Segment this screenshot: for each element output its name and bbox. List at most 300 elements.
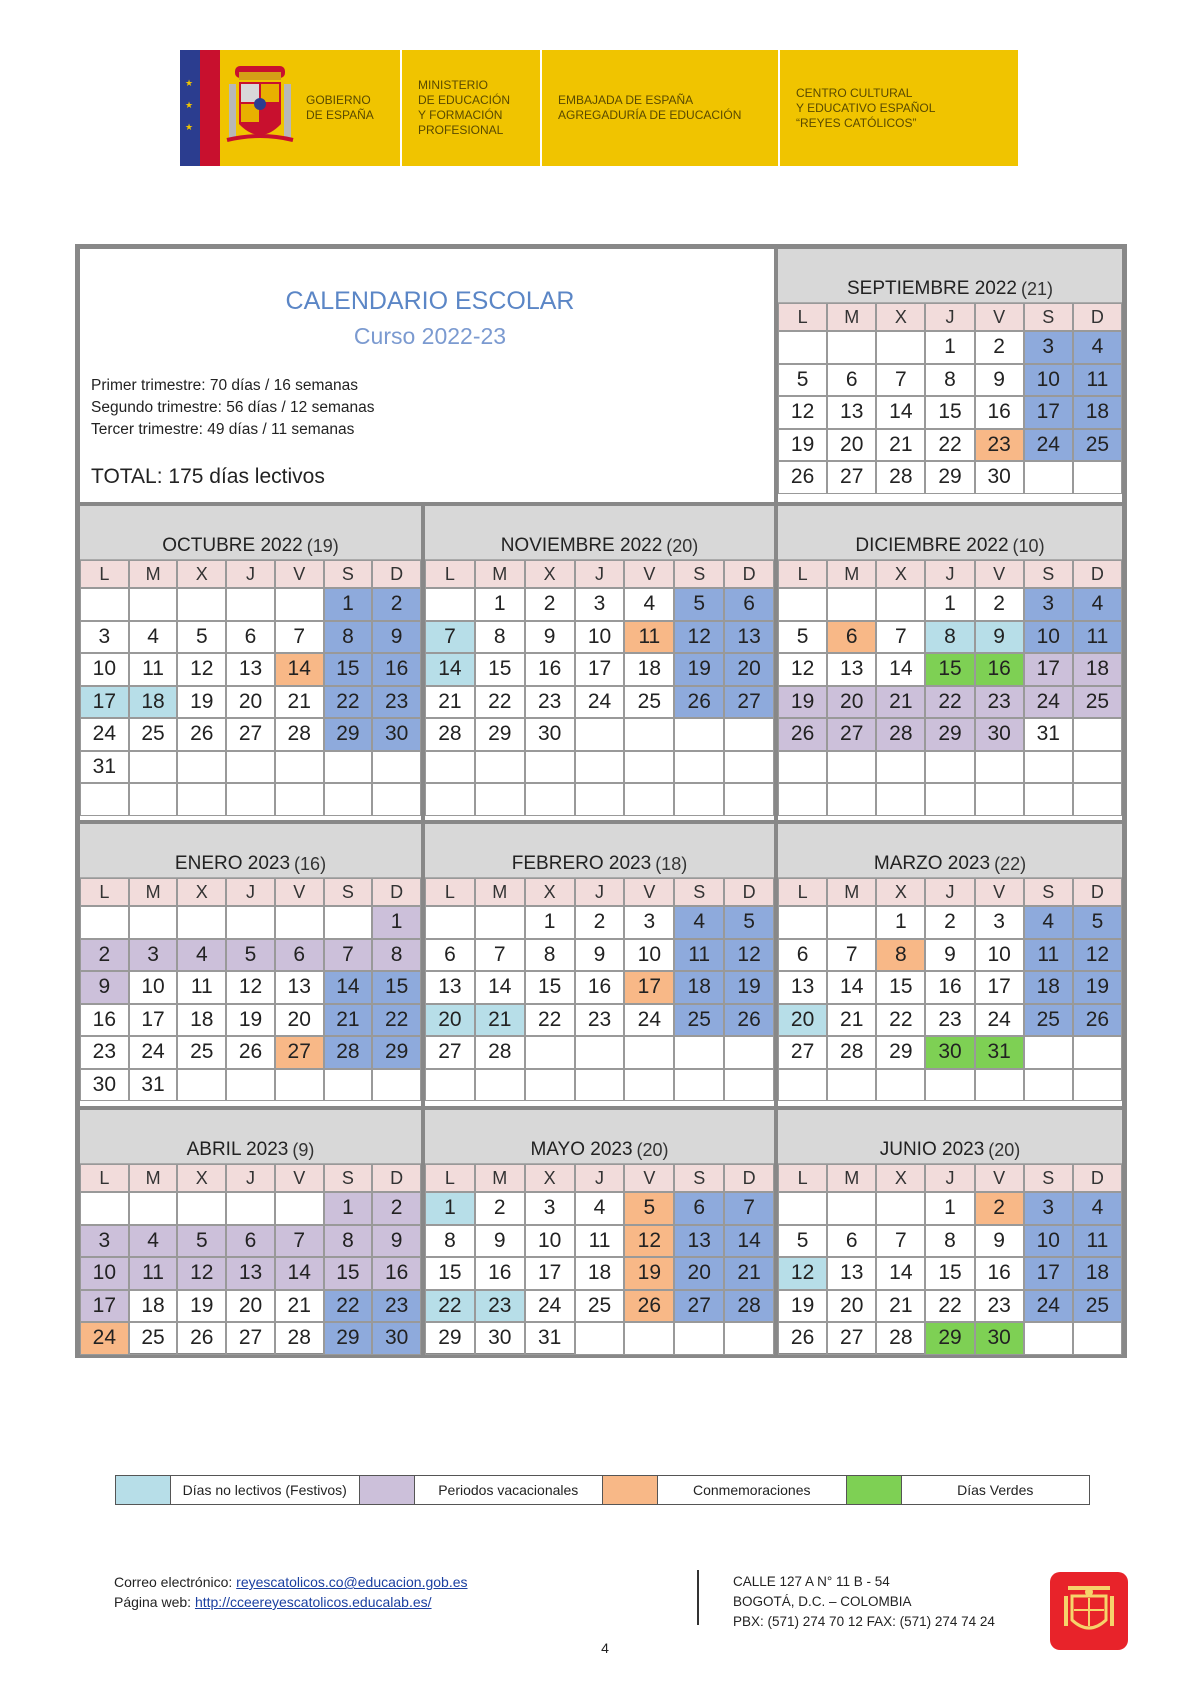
empty-cell <box>129 783 178 816</box>
calendar-day: 24 <box>525 1290 575 1323</box>
month-title <box>425 506 774 560</box>
calendar-day: 8 <box>925 1225 974 1258</box>
empty-cell <box>778 1192 827 1225</box>
weekday-header: L <box>778 1164 827 1192</box>
calendar-day: 4 <box>1073 1192 1122 1225</box>
empty-cell <box>372 783 421 816</box>
calendar-day: 15 <box>324 1257 373 1290</box>
calendar-day: 3 <box>525 1192 575 1225</box>
weekday-header: D <box>372 878 421 906</box>
email-link[interactable]: reyescatolicos.co@educacion.gob.es <box>236 1574 468 1590</box>
calendar-day: 28 <box>275 718 324 751</box>
page-number: 4 <box>601 1640 609 1656</box>
empty-cell <box>624 751 674 784</box>
footer-divider <box>697 1570 699 1625</box>
calendar-day: 18 <box>1073 396 1122 429</box>
calendar-day: 4 <box>129 621 178 654</box>
empty-cell <box>575 1322 625 1355</box>
empty-cell <box>475 906 525 939</box>
calendar-day: 18 <box>674 971 724 1004</box>
calendar-day: 30 <box>975 461 1024 494</box>
weekday-header: M <box>475 878 525 906</box>
weekday-header: X <box>177 1164 226 1192</box>
calendar-day: 2 <box>372 1192 421 1225</box>
month-april <box>78 1108 423 1355</box>
empty-cell <box>525 1069 575 1102</box>
weekday-header: L <box>425 1164 475 1192</box>
calendar-day: 2 <box>575 906 625 939</box>
calendar-day: 24 <box>575 686 625 719</box>
weekday-header: S <box>674 878 724 906</box>
calendar-day: 12 <box>778 653 827 686</box>
empty-cell <box>324 751 373 784</box>
empty-cell <box>778 783 827 816</box>
calendar-day: 31 <box>525 1322 575 1355</box>
calendar-day: 7 <box>425 621 475 654</box>
calendar-day: 6 <box>827 364 876 397</box>
weekday-header: V <box>275 1164 324 1192</box>
flag-icon: ★ ★ ★ <box>180 50 220 166</box>
month-june <box>776 1108 1124 1355</box>
calendar-day: 8 <box>925 364 974 397</box>
calendar-day: 9 <box>925 939 974 972</box>
month-day-count: (20) <box>636 1140 669 1160</box>
calendar-day: 25 <box>1073 1290 1122 1323</box>
empty-cell <box>1024 783 1073 816</box>
empty-cell <box>80 783 129 816</box>
weekday-header: S <box>674 1164 724 1192</box>
weekday-header: J <box>925 303 974 331</box>
month-title <box>80 1110 421 1164</box>
empty-cell <box>1024 751 1073 784</box>
empty-cell <box>275 588 324 621</box>
weekday-header: D <box>1073 303 1122 331</box>
empty-cell <box>425 588 475 621</box>
month-day-count: (20) <box>666 536 699 556</box>
calendar-day: 26 <box>674 686 724 719</box>
calendar-day: 26 <box>778 461 827 494</box>
calendar-day: 22 <box>324 1290 373 1323</box>
calendar-day: 2 <box>80 939 129 972</box>
weekday-header: X <box>876 1164 925 1192</box>
calendar-day: 4 <box>1073 588 1122 621</box>
empty-cell <box>1024 1069 1073 1102</box>
empty-cell <box>1024 461 1073 494</box>
coat-of-arms-icon <box>220 50 300 166</box>
month-may <box>423 1108 776 1355</box>
legend-swatch <box>360 1476 415 1504</box>
empty-cell <box>80 1192 129 1225</box>
empty-cell <box>724 751 774 784</box>
weekday-header: S <box>1024 1164 1073 1192</box>
calendar-day: 14 <box>324 971 373 1004</box>
month-december <box>776 504 1124 822</box>
calendar-day: 31 <box>129 1069 178 1102</box>
empty-cell <box>177 751 226 784</box>
weekday-header: J <box>226 1164 275 1192</box>
empty-cell <box>624 718 674 751</box>
calendar-day: 9 <box>575 939 625 972</box>
weekday-header: D <box>372 560 421 588</box>
calendar-day: 18 <box>575 1257 625 1290</box>
calendar-day: 6 <box>778 939 827 972</box>
empty-cell <box>80 906 129 939</box>
month-name: OCTUBRE 2022 <box>162 535 303 556</box>
calendar-day: 10 <box>975 939 1024 972</box>
empty-cell <box>129 588 178 621</box>
empty-cell <box>177 906 226 939</box>
weekday-header: M <box>827 878 876 906</box>
empty-cell <box>226 906 275 939</box>
calendar-day: 28 <box>876 1322 925 1355</box>
calendar-day: 13 <box>226 653 275 686</box>
calendar-day: 12 <box>226 971 275 1004</box>
calendar-day: 13 <box>425 971 475 1004</box>
calendar-day: 13 <box>275 971 324 1004</box>
empty-cell <box>226 1192 275 1225</box>
calendar-day: 22 <box>925 686 974 719</box>
calendar-day: 21 <box>876 686 925 719</box>
calendar-day: 19 <box>226 1004 275 1037</box>
calendar-day: 15 <box>372 971 421 1004</box>
calendar-day: 18 <box>177 1004 226 1037</box>
calendar-day: 12 <box>778 1257 827 1290</box>
empty-cell <box>177 1192 226 1225</box>
calendar-day: 15 <box>876 971 925 1004</box>
empty-cell <box>1024 1036 1073 1069</box>
calendar-day: 5 <box>1073 906 1122 939</box>
calendar-day: 21 <box>876 429 925 462</box>
month-name: ENERO 2023 <box>174 853 291 874</box>
calendar-day: 16 <box>975 653 1024 686</box>
calendar-day: 20 <box>778 1004 827 1037</box>
calendar-day: 28 <box>475 1036 525 1069</box>
calendar-day: 14 <box>275 1257 324 1290</box>
calendar-day: 13 <box>724 621 774 654</box>
calendar-day: 13 <box>778 971 827 1004</box>
empty-cell <box>1024 1322 1073 1355</box>
calendar-day: 8 <box>925 621 974 654</box>
calendar-day: 19 <box>177 686 226 719</box>
calendar-day: 9 <box>975 364 1024 397</box>
legend-swatch <box>603 1476 658 1504</box>
calendar-day: 10 <box>575 621 625 654</box>
color-legend <box>115 1475 1090 1505</box>
calendar-day: 30 <box>372 718 421 751</box>
empty-cell <box>674 751 724 784</box>
calendar-day: 1 <box>925 588 974 621</box>
calendar-day: 14 <box>425 653 475 686</box>
calendar-day: 2 <box>475 1192 525 1225</box>
weekday-header: L <box>80 1164 129 1192</box>
calendar-day: 20 <box>827 429 876 462</box>
school-calendar <box>75 244 1127 1358</box>
calendar-day: 11 <box>129 653 178 686</box>
weekday-header: D <box>724 878 774 906</box>
weekday-header: L <box>778 560 827 588</box>
empty-cell <box>475 783 525 816</box>
calendar-day: 19 <box>624 1257 674 1290</box>
calendar-subtitle: Curso 2022-23 <box>353 323 507 349</box>
month-title <box>778 824 1122 878</box>
calendar-day: 20 <box>827 686 876 719</box>
calendar-day: 25 <box>177 1036 226 1069</box>
calendar-day: 10 <box>129 971 178 1004</box>
calendar-day: 29 <box>925 1322 974 1355</box>
weekday-header: X <box>177 878 226 906</box>
empty-cell <box>226 751 275 784</box>
empty-cell <box>624 783 674 816</box>
calendar-day: 3 <box>624 906 674 939</box>
month-name: JUNIO 2023 <box>879 1139 985 1160</box>
calendar-day: 15 <box>525 971 575 1004</box>
weekday-header: D <box>724 560 774 588</box>
empty-cell <box>324 783 373 816</box>
empty-cell <box>575 1069 625 1102</box>
calendar-day: 31 <box>1024 718 1073 751</box>
phone-line: PBX: (571) 274 70 12 FAX: (571) 274 74 24 <box>733 1614 995 1629</box>
month-title <box>425 1110 774 1164</box>
empty-cell <box>674 718 724 751</box>
calendar-day: 1 <box>525 906 575 939</box>
calendar-day: 10 <box>624 939 674 972</box>
calendar-day: 16 <box>372 1257 421 1290</box>
calendar-day: 19 <box>1073 971 1122 1004</box>
weekday-header: M <box>827 303 876 331</box>
calendar-day: 7 <box>724 1192 774 1225</box>
empty-cell <box>624 1322 674 1355</box>
calendar-day: 1 <box>324 1192 373 1225</box>
empty-cell <box>129 751 178 784</box>
footer-contact <box>114 1572 468 1612</box>
empty-cell <box>925 783 974 816</box>
calendar-day: 21 <box>827 1004 876 1037</box>
calendar-day: 5 <box>624 1192 674 1225</box>
month-name: SEPTIEMBRE 2022 <box>846 278 1017 299</box>
calendar-day: 4 <box>177 939 226 972</box>
month-march <box>776 822 1124 1108</box>
calendar-day: 1 <box>475 588 525 621</box>
empty-cell <box>876 751 925 784</box>
calendar-day: 8 <box>425 1225 475 1258</box>
calendar-day: 16 <box>475 1257 525 1290</box>
calendar-day: 23 <box>475 1290 525 1323</box>
calendar-day: 30 <box>975 1322 1024 1355</box>
empty-cell <box>827 588 876 621</box>
calendar-day: 8 <box>324 1225 373 1258</box>
calendar-day: 23 <box>975 686 1024 719</box>
empty-cell <box>425 906 475 939</box>
calendar-day: 13 <box>827 1257 876 1290</box>
email-label: Correo electrónico: <box>114 1574 237 1590</box>
weekday-header: S <box>324 878 373 906</box>
calendar-day: 5 <box>226 939 275 972</box>
calendar-day: 9 <box>372 621 421 654</box>
empty-cell <box>674 783 724 816</box>
calendar-day: 5 <box>177 1225 226 1258</box>
calendar-day: 10 <box>525 1225 575 1258</box>
empty-cell <box>724 1069 774 1102</box>
weekday-header: V <box>275 878 324 906</box>
calendar-day: 3 <box>975 906 1024 939</box>
ministerio-label: MINISTERIO DE EDUCACIÓN Y FORMACIÓN PROFESIONAL <box>400 50 540 166</box>
calendar-day: 7 <box>324 939 373 972</box>
weekday-header: M <box>827 560 876 588</box>
weekday-header: L <box>80 878 129 906</box>
calendar-day: 26 <box>1073 1004 1122 1037</box>
calendar-day: 14 <box>876 1257 925 1290</box>
calendar-day: 14 <box>475 971 525 1004</box>
calendar-day: 28 <box>275 1322 324 1355</box>
calendar-day: 25 <box>624 686 674 719</box>
calendar-day: 20 <box>827 1290 876 1323</box>
month-name: FEBRERO 2023 <box>511 853 652 874</box>
calendar-day: 3 <box>80 1225 129 1258</box>
empty-cell <box>129 1192 178 1225</box>
empty-cell <box>827 906 876 939</box>
calendar-day: 10 <box>80 653 129 686</box>
calendar-day: 6 <box>275 939 324 972</box>
calendar-day: 14 <box>876 396 925 429</box>
calendar-day: 27 <box>827 461 876 494</box>
calendar-day: 16 <box>975 396 1024 429</box>
calendar-day: 29 <box>876 1036 925 1069</box>
calendar-day: 17 <box>525 1257 575 1290</box>
calendar-day: 3 <box>1024 331 1073 364</box>
calendar-day: 12 <box>674 621 724 654</box>
calendar-day: 17 <box>624 971 674 1004</box>
empty-cell <box>425 1069 475 1102</box>
calendar-day: 24 <box>129 1036 178 1069</box>
empty-cell <box>827 1069 876 1102</box>
calendar-day: 19 <box>177 1290 226 1323</box>
calendar-day: 28 <box>876 718 925 751</box>
weekday-header: L <box>778 878 827 906</box>
empty-cell <box>827 751 876 784</box>
calendar-day: 1 <box>425 1192 475 1225</box>
month-day-count: (21) <box>1021 279 1054 299</box>
calendar-day: 8 <box>525 939 575 972</box>
trimester-2: Segundo trimestre: 56 días / 12 semanas <box>91 399 375 416</box>
calendar-day: 5 <box>177 621 226 654</box>
calendar-day: 31 <box>975 1036 1024 1069</box>
web-label: Página web: <box>114 1594 195 1610</box>
empty-cell <box>778 331 827 364</box>
calendar-day: 30 <box>525 718 575 751</box>
calendar-day: 2 <box>372 588 421 621</box>
calendar-day: 14 <box>876 653 925 686</box>
empty-cell <box>1073 461 1122 494</box>
empty-cell <box>425 783 475 816</box>
calendar-day: 19 <box>674 653 724 686</box>
calendar-day: 22 <box>475 686 525 719</box>
calendar-day: 9 <box>975 621 1024 654</box>
empty-cell <box>226 1069 275 1102</box>
calendar-day: 22 <box>525 1004 575 1037</box>
calendar-day: 12 <box>778 396 827 429</box>
calendar-day: 18 <box>624 653 674 686</box>
calendar-day: 20 <box>226 686 275 719</box>
calendar-day: 24 <box>1024 429 1073 462</box>
calendar-day: 22 <box>925 429 974 462</box>
calendar-day: 27 <box>778 1036 827 1069</box>
calendar-day: 7 <box>876 364 925 397</box>
calendar-day: 29 <box>372 1036 421 1069</box>
calendar-day: 17 <box>80 1290 129 1323</box>
calendar-day: 15 <box>925 396 974 429</box>
empty-cell <box>876 331 925 364</box>
calendar-day: 18 <box>129 686 178 719</box>
calendar-day: 11 <box>575 1225 625 1258</box>
month-name: NOVIEMBRE 2022 <box>500 535 663 556</box>
calendar-day: 9 <box>475 1225 525 1258</box>
calendar-day: 4 <box>624 588 674 621</box>
calendar-day: 3 <box>80 621 129 654</box>
address-line-1: CALLE 127 A N° 11 B - 54 <box>733 1574 890 1589</box>
empty-cell <box>1073 1322 1122 1355</box>
empty-cell <box>575 718 625 751</box>
calendar-day: 17 <box>1024 653 1073 686</box>
weekday-header: S <box>674 560 724 588</box>
calendar-day: 21 <box>324 1004 373 1037</box>
calendar-day: 22 <box>324 686 373 719</box>
calendar-day: 8 <box>475 621 525 654</box>
calendar-day: 20 <box>674 1257 724 1290</box>
weekday-header: M <box>475 560 525 588</box>
weekday-header: J <box>925 1164 974 1192</box>
calendar-day: 27 <box>827 1322 876 1355</box>
empty-cell <box>475 751 525 784</box>
calendar-day: 10 <box>1024 364 1073 397</box>
calendar-day: 28 <box>324 1036 373 1069</box>
legend-swatch <box>847 1476 902 1504</box>
calendar-day: 27 <box>827 718 876 751</box>
empty-cell <box>827 1192 876 1225</box>
month-name: MAYO 2023 <box>530 1139 633 1160</box>
empty-cell <box>674 1322 724 1355</box>
calendar-day: 23 <box>975 1290 1024 1323</box>
calendar-day: 6 <box>674 1192 724 1225</box>
legend-label: Días Verdes <box>957 1482 1034 1498</box>
calendar-day: 7 <box>876 621 925 654</box>
empty-cell <box>724 718 774 751</box>
calendar-day: 26 <box>177 718 226 751</box>
month-name: DICIEMBRE 2022 <box>855 535 1009 556</box>
calendar-day: 17 <box>80 686 129 719</box>
empty-cell <box>275 1192 324 1225</box>
month-september <box>776 247 1124 504</box>
calendar-day: 6 <box>226 1225 275 1258</box>
calendar-day: 14 <box>724 1225 774 1258</box>
legend-label: Periodos vacacionales <box>415 1476 604 1504</box>
empty-cell <box>624 1036 674 1069</box>
empty-cell <box>1073 1036 1122 1069</box>
calendar-day: 6 <box>425 939 475 972</box>
empty-cell <box>674 1036 724 1069</box>
calendar-day: 21 <box>475 1004 525 1037</box>
calendar-day: 16 <box>372 653 421 686</box>
calendar-day: 27 <box>425 1036 475 1069</box>
web-link[interactable]: http://cceereyescatolicos.educalab.es/ <box>194 1594 432 1610</box>
month-day-count: (16) <box>294 854 327 874</box>
calendar-day: 12 <box>177 1257 226 1290</box>
weekday-header: S <box>324 560 373 588</box>
calendar-day: 20 <box>425 1004 475 1037</box>
empty-cell <box>275 783 324 816</box>
empty-cell <box>876 1069 925 1102</box>
calendar-day: 23 <box>925 1004 974 1037</box>
calendar-day: 17 <box>1024 1257 1073 1290</box>
